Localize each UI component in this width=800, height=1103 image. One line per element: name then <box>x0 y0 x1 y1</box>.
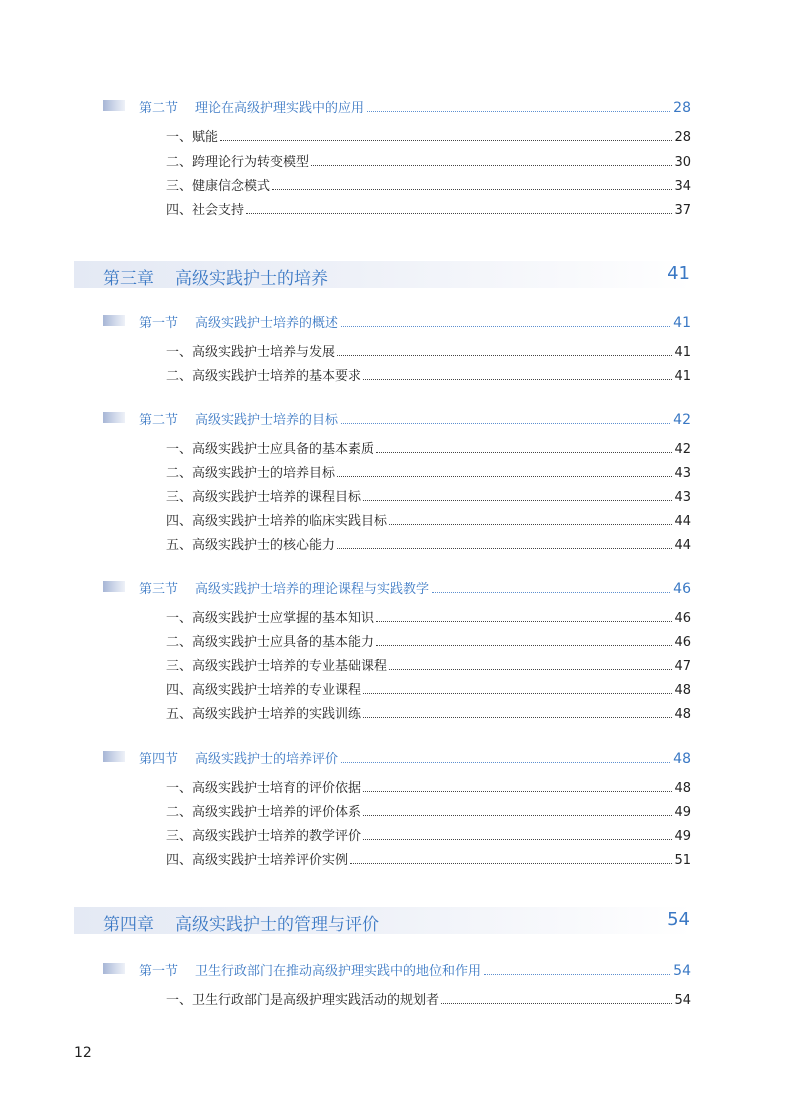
item-page: 48 <box>674 707 691 722</box>
dot-leader <box>220 140 672 141</box>
section-number: 第二节 <box>139 101 179 116</box>
item-page: 41 <box>674 345 691 360</box>
item-page: 48 <box>674 781 691 796</box>
item-label: 一、赋能 <box>166 130 219 145</box>
dot-leader <box>337 355 672 356</box>
section-leader-line <box>195 578 691 597</box>
section-marker-bar <box>103 100 125 111</box>
item-label: 一、高级实践护士培养与发展 <box>166 345 336 360</box>
item-label: 一、高级实践护士培育的评价依据 <box>166 781 362 796</box>
item-page: 34 <box>674 179 691 194</box>
section-page: 42 <box>673 412 691 428</box>
item-label: 五、高级实践护士培养的实践训练 <box>166 707 362 722</box>
section-title: 高级实践护士的培养评价 <box>195 752 339 767</box>
item-label: 三、高级实践护士培养的专业基础课程 <box>166 659 388 674</box>
section-leader-line <box>195 312 691 331</box>
dot-leader <box>376 645 672 646</box>
chapter-number: 第三章 <box>103 269 154 289</box>
dot-leader <box>341 326 670 327</box>
chapter-page: 41 <box>667 263 690 284</box>
toc-item <box>166 801 691 821</box>
toc-item <box>166 438 691 458</box>
page-number: 12 <box>74 1045 92 1061</box>
item-label: 一、高级实践护士应掌握的基本知识 <box>166 611 375 626</box>
item-label: 四、社会支持 <box>166 203 245 218</box>
item-label: 二、跨理论行为转变模型 <box>166 155 310 170</box>
section-number: 第一节 <box>139 316 179 331</box>
toc-item <box>166 365 691 385</box>
item-label: 四、高级实践护士培养的临床实践目标 <box>166 514 388 529</box>
section-heading <box>103 745 691 769</box>
section-title: 高级实践护士培养的理论课程与实践教学 <box>195 582 430 597</box>
item-page: 46 <box>674 635 691 650</box>
item-page: 37 <box>674 203 691 218</box>
section-leader-line <box>195 748 691 767</box>
toc-item <box>166 679 691 699</box>
dot-leader <box>441 1003 672 1004</box>
item-label: 五、高级实践护士的核心能力 <box>166 538 336 553</box>
toc-item <box>166 849 691 869</box>
section-leader-line <box>195 960 691 979</box>
chapter-page: 54 <box>667 909 690 930</box>
section-marker-bar <box>103 751 125 762</box>
dot-leader <box>341 423 670 424</box>
section-page: 54 <box>673 963 691 979</box>
toc-item <box>166 510 691 530</box>
section-page: 46 <box>673 581 691 597</box>
item-label: 二、高级实践护士培养的评价体系 <box>166 805 362 820</box>
dot-leader <box>246 213 672 214</box>
item-page: 44 <box>674 538 691 553</box>
item-label: 一、卫生行政部门是高级护理实践活动的规划者 <box>166 993 440 1008</box>
item-page: 43 <box>674 466 691 481</box>
item-page: 41 <box>674 369 691 384</box>
item-page: 44 <box>674 514 691 529</box>
dot-leader <box>363 839 672 840</box>
section-number: 第二节 <box>139 413 179 428</box>
dot-leader <box>363 379 672 380</box>
item-label: 一、高级实践护士应具备的基本素质 <box>166 442 375 457</box>
section-leader-line <box>195 409 691 428</box>
item-page: 42 <box>674 442 691 457</box>
dot-leader <box>376 452 672 453</box>
item-page: 51 <box>674 853 691 868</box>
section-marker-bar <box>103 412 125 423</box>
item-label: 三、健康信念模式 <box>166 179 271 194</box>
chapter-heading <box>74 261 692 288</box>
dot-leader <box>389 669 672 670</box>
toc-item <box>166 607 691 627</box>
section-heading <box>103 309 691 333</box>
dot-leader <box>341 762 670 763</box>
dot-leader <box>337 548 672 549</box>
toc-item <box>166 151 691 171</box>
item-page: 43 <box>674 490 691 505</box>
toc-item <box>166 199 691 219</box>
dot-leader <box>367 111 670 112</box>
item-page: 46 <box>674 611 691 626</box>
dot-leader <box>363 791 672 792</box>
item-label: 三、高级实践护士培养的课程目标 <box>166 490 362 505</box>
toc-item <box>166 825 691 845</box>
dot-leader <box>350 863 672 864</box>
item-page: 47 <box>674 659 691 674</box>
section-heading <box>103 406 691 430</box>
item-label: 二、高级实践护士培养的基本要求 <box>166 369 362 384</box>
chapter-number: 第四章 <box>103 915 154 935</box>
chapter-title: 高级实践护士的管理与评价 <box>175 915 379 935</box>
section-heading <box>103 575 691 599</box>
toc-item <box>166 534 691 554</box>
item-page: 54 <box>674 993 691 1008</box>
section-number: 第三节 <box>139 582 179 597</box>
section-leader-line <box>195 97 691 116</box>
section-number: 第一节 <box>139 964 179 979</box>
dot-leader <box>363 717 672 718</box>
toc-item <box>166 341 691 361</box>
dot-leader <box>363 693 672 694</box>
dot-leader <box>363 815 672 816</box>
toc-item <box>166 777 691 797</box>
item-page: 30 <box>674 155 691 170</box>
section-title: 高级实践护士培养的目标 <box>195 413 339 428</box>
item-page: 49 <box>674 805 691 820</box>
item-label: 二、高级实践护士应具备的基本能力 <box>166 635 375 650</box>
item-label: 四、高级实践护士培养的专业课程 <box>166 683 362 698</box>
toc-item <box>166 703 691 723</box>
section-page: 41 <box>673 315 691 331</box>
section-title: 卫生行政部门在推动高级护理实践中的地位和作用 <box>195 964 482 979</box>
section-page: 28 <box>673 100 691 116</box>
section-heading <box>103 94 691 118</box>
section-title: 理论在高级护理实践中的应用 <box>195 101 365 116</box>
toc-item <box>166 175 691 195</box>
dot-leader <box>311 165 672 166</box>
item-page: 49 <box>674 829 691 844</box>
toc-item <box>166 126 691 146</box>
dot-leader <box>376 621 672 622</box>
section-marker-bar <box>103 581 125 592</box>
section-heading <box>103 957 691 981</box>
toc-item <box>166 631 691 651</box>
chapter-title: 高级实践护士的培养 <box>175 269 328 289</box>
item-label: 三、高级实践护士培养的教学评价 <box>166 829 362 844</box>
section-page: 48 <box>673 751 691 767</box>
item-page: 28 <box>674 130 691 145</box>
item-label: 四、高级实践护士培养评价实例 <box>166 853 349 868</box>
dot-leader <box>337 476 672 477</box>
section-title: 高级实践护士培养的概述 <box>195 316 339 331</box>
dot-leader <box>432 592 670 593</box>
dot-leader <box>484 974 670 975</box>
section-marker-bar <box>103 963 125 974</box>
item-label: 二、高级实践护士的培养目标 <box>166 466 336 481</box>
toc-item <box>166 989 691 1009</box>
item-page: 48 <box>674 683 691 698</box>
toc-item <box>166 462 691 482</box>
dot-leader <box>272 189 672 190</box>
toc-item <box>166 655 691 675</box>
chapter-heading <box>74 907 692 934</box>
dot-leader <box>363 500 672 501</box>
section-number: 第四节 <box>139 752 179 767</box>
dot-leader <box>389 524 672 525</box>
section-marker-bar <box>103 315 125 326</box>
toc-item <box>166 486 691 506</box>
